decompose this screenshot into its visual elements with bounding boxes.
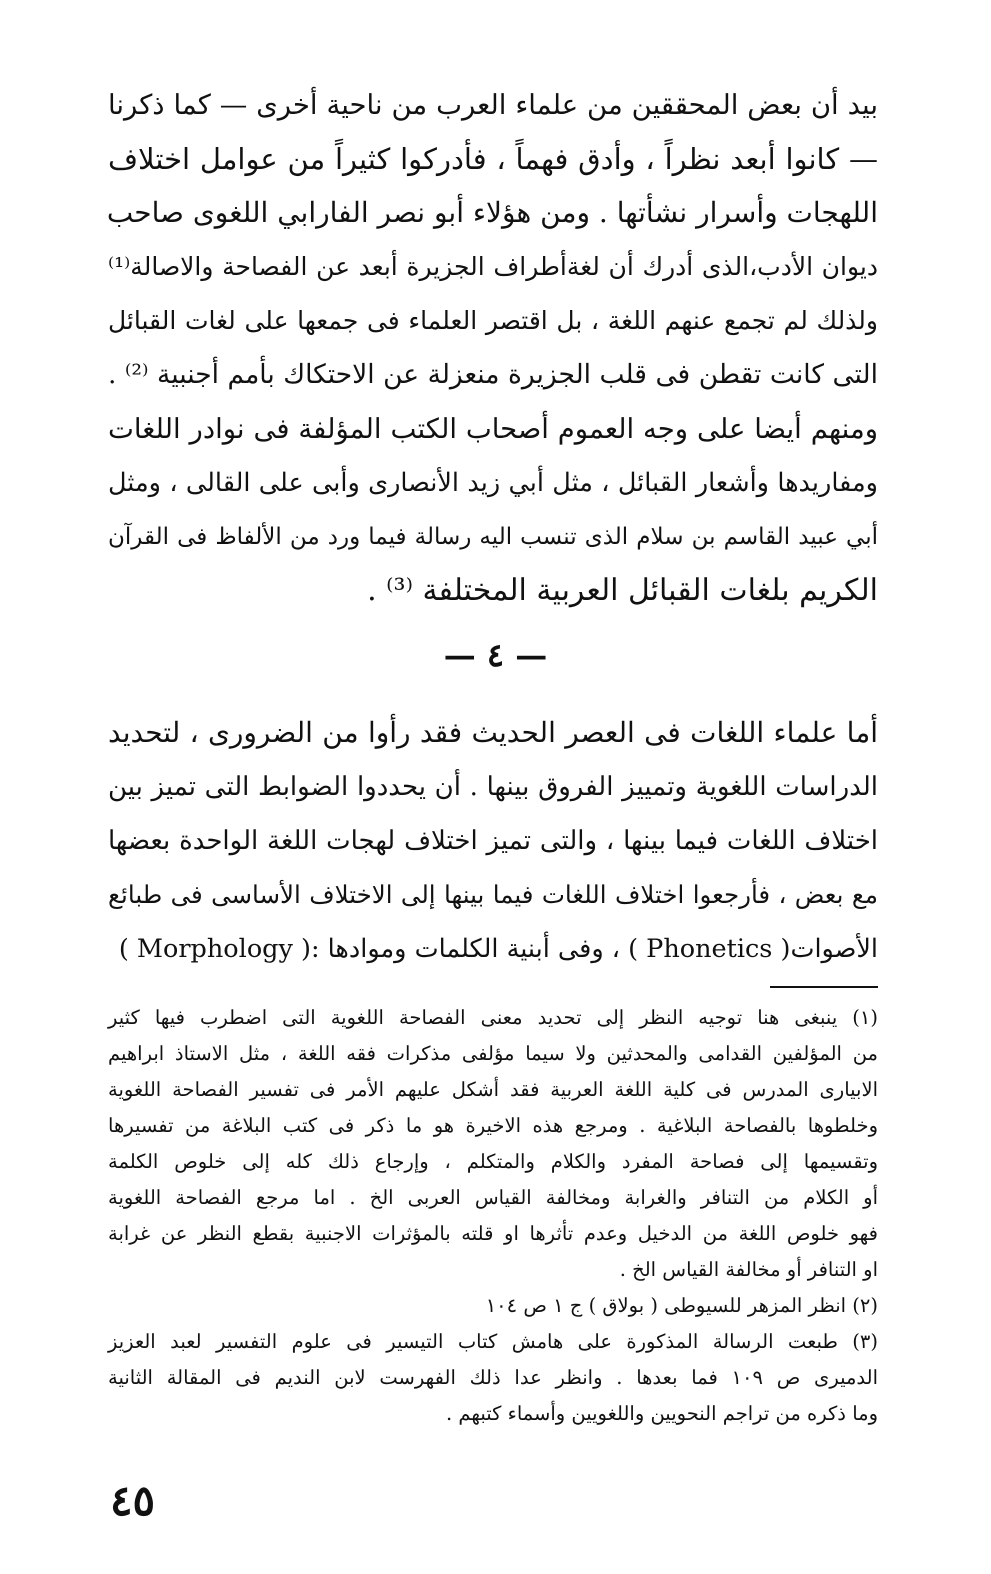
paragraph-section-4 (108, 706, 878, 976)
footnote-divider (770, 986, 878, 988)
page-number: ٤٥ (110, 1476, 156, 1525)
footnote-line: أو الكلام من التنافر والغرابة ومخالفة القياس العربى الخ . اما مرجع الفصاحة اللغوية (108, 1186, 878, 1209)
footnotes (108, 1000, 878, 1432)
text-line: بيد أن بعض المحققين من علماء العرب من ناحية أخرى — كما ذكرنا (108, 89, 878, 121)
footnote-line: وما ذكره من تراجم النحويين واللغويين وأسماء كتبهم . (446, 1402, 878, 1425)
text-line: اللهجات وأسرار نشأتها . ومن هؤلاء أبو نصر الفارابي اللغوى صاحب (106, 196, 878, 229)
text-line: أبي عبيد القاسم بن سلام الذى تنسب اليه رسالة فيما ورد من الألفاظ فى القرآن (108, 524, 878, 550)
footnote-line: (٢) انظر المزهر للسيوطى ( بولاق ) ج ١ ص ١٠٤ (485, 1294, 878, 1317)
footnote-line: وخلطوها بالفصاحة البلاغية . ومرجع هذه الاخيرة هو ما ذكر فى كتب البلاغة من تفسيرها (108, 1114, 878, 1137)
text-line: — كانوا أبعد نظراً ، وأدق فهماً ، فأدركوا كثيراً من عوامل اختلاف (108, 142, 878, 176)
text-line: الكريم بلغات القبائل العربية المختلفة ⁽³⁾ . (367, 573, 878, 608)
text-line: التى كانت تقطن فى قلب الجزيرة منعزلة عن الاحتكاك بأمم أجنبية ⁽²⁾ . (108, 359, 878, 390)
text-line: أما علماء اللغات فى العصر الحديث فقد رأوا من الضرورى ، لتحديد (108, 716, 878, 749)
section-number-heading: — ٤ — (443, 636, 548, 674)
text-line: الأصوات( Phonetics ) ، وفى أبنية الكلمات وموادها :( Morphology ) (118, 934, 878, 964)
footnote-line: الدميرى ص ١٠٩ فما بعدها . وانظر عدا ذلك الفهرست لابن النديم فى المقالة الثانية (108, 1366, 878, 1389)
paragraph-section-1 (108, 78, 878, 618)
text-line: مع بعض ، فأرجعوا اختلاف اللغات فيما بينها إلى الاختلاف الأساسى فى طبائع (108, 880, 878, 909)
text-line: ومفاريدها وأشعار القبائل ، مثل أبي زيد الأنصارى وأبى على القالى ، ومثل (108, 468, 878, 498)
footnote-line: من المؤلفين القدامى والمحدثين ولا سيما مؤلفى مذكرات فقه اللغة ، مثل الاستاذ ابراهيم (108, 1042, 878, 1065)
text-line: اختلاف اللغات فيما بينها ، والتى تميز اختلاف لهجات اللغة الواحدة بعضها (108, 826, 878, 856)
footnote-line: وتقسيمها إلى فصاحة المفرد والكلام والمتكلم ، وإرجاع ذلك كله إلى خلوص الكلمة (108, 1150, 878, 1173)
footnote-line: (٣) طبعت الرسالة المذكورة على هامش كتاب التيسير فى علوم التفسير لعبد العزيز (108, 1330, 878, 1353)
footnote-line: الابيارى المدرس فى كلية اللغة العربية فقد أشكل عليهم الأمر فى تفسير الفصاحة اللغوية (108, 1078, 878, 1101)
text-line: ولذلك لم تجمع عنهم اللغة ، بل اقتصر العلماء فى جمعها على لغات القبائل (108, 306, 878, 335)
footnote-line: او التنافر أو مخالفة القياس الخ . (619, 1258, 878, 1281)
text-line: الدراسات اللغوية وتمييز الفروق بينها . أن يحددوا الضوابط التى تميز بين (108, 772, 878, 802)
text-line: ومنهم أيضا على وجه العموم أصحاب الكتب المؤلفة فى نوادر اللغات (108, 413, 878, 445)
footnote-line: (١) ينبغى هنا توجيه النظر إلى تحديد معنى الفصاحة اللغوية التى اضطرب فيها كثير (108, 1006, 878, 1029)
text-line: ديوان الأدب،الذى أدرك أن لغةأطراف الجزيرة أبعد عن الفصاحة والاصالة⁽¹⁾ (108, 252, 878, 281)
footnote-line: فهو خلوص اللغة من الدخيل وعدم تأثرها او قلته بالمؤثرات الاجنبية بقطع النظر عن غرابة (108, 1222, 878, 1245)
